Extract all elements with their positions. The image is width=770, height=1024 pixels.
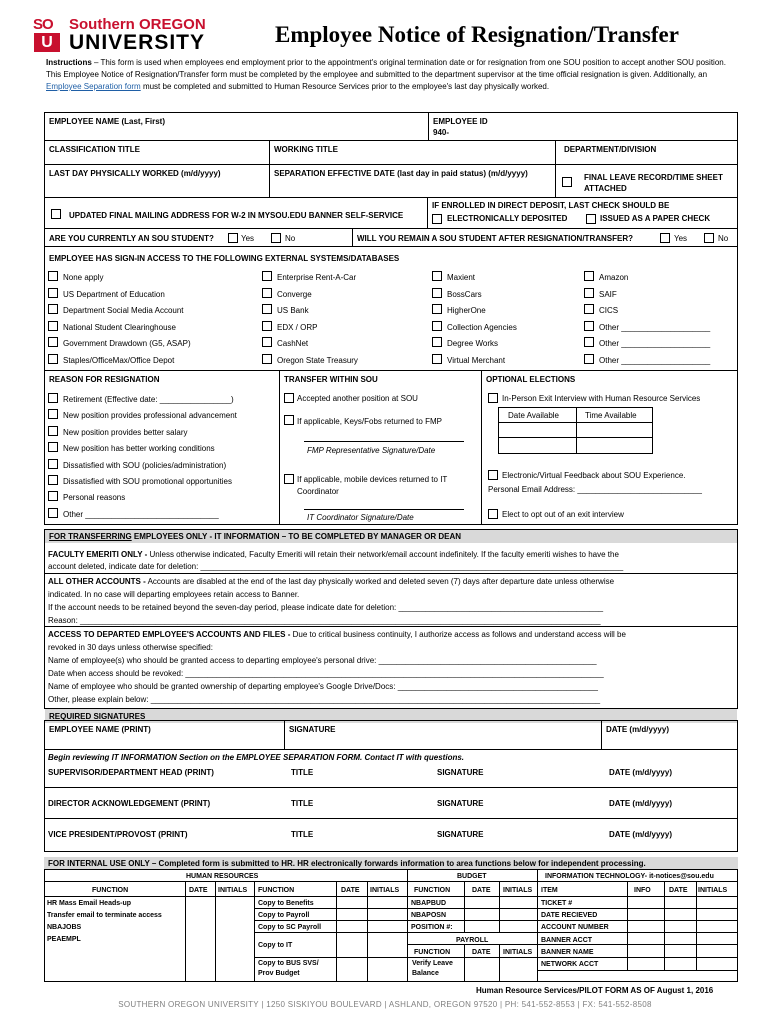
all-accounts-reason[interactable]: Reason: _____________________________________________________________________________________________________________________ (48, 616, 601, 625)
working-title-label: WORKING TITLE (274, 145, 338, 154)
access-other[interactable]: Other, please explain below: _____________________________________________________________________________________________________ (48, 695, 601, 704)
it-item-row: ACCOUNT NUMBER (541, 924, 609, 931)
vp-date-label: DATE (m/d/yyyy) (609, 830, 672, 839)
reason-label: Other ______________________________ (63, 510, 219, 519)
system-label: None apply (63, 273, 104, 282)
system-label: CICS (599, 306, 619, 315)
system-label: Staples/OfficeMax/Office Depot (63, 355, 175, 365)
system-label: Maxient (447, 273, 476, 282)
mailing-address-label: UPDATED FINAL MAILING ADDRESS FOR W-2 IN MYSOU.EDU BANNER SELF-SERVICE (69, 211, 404, 220)
keys-returned-label: If applicable, Keys/Fobs returned to FMP (297, 417, 442, 426)
supervisor-date-label: DATE (m/d/yyyy) (609, 768, 672, 777)
system-label: SAIF (599, 289, 617, 299)
system-label: CashNet (277, 339, 309, 348)
hr2-date-header: DATE (341, 887, 360, 894)
system-label: Collection Agencies (447, 322, 517, 332)
it-item-row: BANNER ACCT (541, 937, 593, 944)
system-label: HigherOne (447, 306, 486, 315)
system-label: Converge (277, 289, 312, 299)
hr-function-row: HR Mass Email Heads-up (47, 900, 132, 907)
all-accounts-text2: indicated. In no case will departing employees retain access to Banner. (48, 590, 300, 599)
final-leave-label: FINAL LEAVE RECORD/TIME SHEET ATTACHED (584, 173, 723, 193)
transfer-heading: TRANSFER WITHIN SOU (284, 375, 378, 384)
payroll-date-header: DATE (472, 949, 491, 956)
budget-function-row: NBAPOSN (411, 912, 447, 919)
direct-deposit-label: IF ENROLLED IN DIRECT DEPOSIT, LAST CHECK SHOULD BE (432, 201, 670, 210)
faculty-emeriti-label: FACULTY EMERITI ONLY - (48, 550, 148, 559)
optional-heading: OPTIONAL ELECTIONS (486, 375, 576, 384)
employee-signature-label: SIGNATURE (289, 725, 336, 734)
vp-title-label: TITLE (291, 830, 314, 839)
budget-function-row: POSITION #: (411, 924, 453, 931)
system-label: Department Social Media Account (63, 306, 184, 315)
time-available-header: Time Available (585, 411, 637, 420)
current-student-yes-label: Yes (241, 234, 255, 243)
paper-check-label: ISSUED AS A PAPER CHECK (600, 214, 711, 223)
system-label: Other ____________________ (599, 355, 711, 365)
director-print-label: DIRECTOR ACKNOWLEDGEMENT (PRINT) (48, 799, 211, 808)
reason-label: Personal reasons (63, 493, 126, 502)
instructions-label: Instructions (46, 58, 92, 67)
system-label: US Department of Education (63, 289, 165, 299)
employee-date-label: DATE (m/d/yyyy) (606, 725, 669, 734)
system-label: BossCars (447, 289, 482, 299)
budget-heading: BUDGET (457, 873, 487, 880)
access-revoke-date[interactable]: Date when access should be revoked: ______________________________________________________________________________________________ (48, 669, 604, 678)
it-signature-label: IT Coordinator Signature/Date (307, 513, 414, 522)
it-item-row: NETWORK ACCT (541, 961, 599, 968)
supervisor-signature-label: SIGNATURE (437, 768, 484, 777)
date-available-header: Date Available (508, 411, 559, 420)
hr-function-header: FUNCTION (92, 887, 129, 894)
hr2-function-row: Copy to BUS SVS/ Prov Budget (258, 960, 319, 977)
opt-out-label: Elect to opt out of an exit interview (502, 510, 624, 519)
logo-line2: UNIVERSITY (69, 31, 206, 54)
reason-label: New position has better working conditions (63, 444, 215, 453)
employee-separation-link[interactable]: Employee Separation form (46, 82, 141, 91)
hr2-function-row: Copy to IT (258, 942, 293, 949)
employee-id-prefix: 940- (433, 128, 450, 137)
payroll-heading: PAYROLL (456, 937, 489, 944)
payroll-function-header: FUNCTION (414, 949, 451, 956)
hr2-function-row: Copy to SC Payroll (258, 924, 322, 931)
hr2-function-row: Copy to Payroll (258, 912, 310, 919)
hr2-function-header: FUNCTION (258, 887, 295, 894)
classification-label: CLASSIFICATION TITLE (49, 145, 140, 154)
it-item-row: TICKET # (541, 900, 573, 907)
reason-label: Retirement (Effective date: ________________) (63, 395, 234, 404)
employee-print-name-label: EMPLOYEE NAME (PRINT) (49, 725, 151, 734)
hr-function-row: NBAJOBS (47, 924, 82, 931)
all-accounts-text: Accounts are disabled at the end of the last day physically worked and deleted seven (7) days after departure date unless otherwise (145, 577, 615, 586)
required-signatures-label: REQUIRED SIGNATURES (49, 712, 146, 721)
it-item-row: DATE RECIEVED (541, 912, 598, 919)
last-day-label: LAST DAY PHYSICALLY WORKED (m/d/yyyy) (49, 169, 221, 178)
director-title-label: TITLE (291, 799, 314, 808)
personal-email-field[interactable]: Personal Email Address: ____________________________ (488, 485, 702, 494)
supervisor-print-label: SUPERVISOR/DEPARTMENT HEAD (PRINT) (48, 768, 214, 777)
current-student-no-label: No (285, 234, 296, 243)
system-label: Other ____________________ (599, 339, 711, 348)
vp-print-label: VICE PRESIDENT/PROVOST (PRINT) (48, 830, 188, 839)
mobile-returned-label: If applicable, mobile devices returned to IT (297, 475, 448, 484)
all-accounts-retain-date[interactable]: If the account needs to be retained beyond the seven-day period, please indicate date for deletion: ______________________________________________ (48, 603, 604, 612)
hr2-initials-header: INITIALS (370, 887, 400, 894)
system-label: EDX / ORP (277, 322, 318, 332)
it-initials-header: INITIALS (698, 887, 728, 894)
faculty-emeriti-text: Unless otherwise indicated, Faculty Emeriti will retain their network/email account indefinitely. If the faculty emeriti wishes to have the (147, 550, 619, 559)
access-text2: revoked in 30 days unless otherwise specified: (48, 643, 213, 652)
system-label: Amazon (599, 273, 629, 282)
hr-heading: HUMAN RESOURCES (186, 873, 259, 880)
access-label: ACCESS TO DEPARTED EMPLOYEE'S ACCOUNTS AND FILES - (48, 630, 291, 639)
electronic-deposit-label: ELECTRONICALLY DEPOSITED (447, 214, 568, 223)
system-label: US Bank (277, 306, 309, 315)
it-info-header: INFO (634, 887, 651, 894)
logo-line1: Southern OREGON (69, 16, 206, 33)
system-label: Government Drawdown (G5, ASAP) (63, 339, 191, 348)
mobile-returned-label-2: Coordinator (297, 487, 339, 496)
begin-reviewing-note: Begin reviewing IT INFORMATION Section on the EMPLOYEE SEPARATION FORM. Contact IT with questions. (48, 753, 465, 762)
it-heading: INFORMATION TECHNOLOGY- it-notices@sou.edu (545, 873, 714, 880)
inperson-exit-label: In-Person Exit Interview with Human Resource Services (502, 394, 701, 403)
internal-use-label: FOR INTERNAL USE ONLY – Completed form is submitted to HR. HR electronically forwards information to area functions below for independent processing. (48, 859, 646, 868)
access-personal-drive[interactable]: Name of employee(s) who should be granted access to departing employee's personal drive: _________________________________________________ (48, 656, 597, 665)
it-heading-rest: EMPLOYEES ONLY - IT INFORMATION – TO BE COMPLETED BY MANAGER OR DEAN (131, 532, 462, 541)
access-google-drive[interactable]: Name of employee who should be granted ownership of departing employee's Google Drive/Docs: _____________________________________________ (48, 682, 598, 691)
remain-student-no-label: No (718, 234, 729, 243)
system-label: Virtual Merchant (447, 355, 506, 365)
it-date-header: DATE (669, 887, 688, 894)
verify-leave-balance: Verify Leave Balance (412, 960, 453, 977)
it-item-row: BANNER NAME (541, 949, 594, 956)
director-date-label: DATE (m/d/yyyy) (609, 799, 672, 808)
external-systems-heading: EMPLOYEE HAS SIGN-IN ACCESS TO THE FOLLOWING EXTERNAL SYSTEMS/DATABASES (49, 254, 400, 263)
it-heading-underlined: FOR TRANSFERRING (49, 532, 132, 541)
budget-initials-header: INITIALS (503, 887, 533, 894)
hr-initials-header: INITIALS (218, 887, 248, 894)
all-accounts-label: ALL OTHER ACCOUNTS - (48, 577, 146, 586)
separation-date-label: SEPARATION EFFECTIVE DATE (last day in paid status) (m/d/yyyy) (274, 169, 528, 178)
access-text: Due to critical business continuity, I authorize access as follows and understand access will be (290, 630, 626, 639)
department-label: DEPARTMENT/DIVISION (564, 145, 657, 154)
remain-student-yes-label: Yes (674, 234, 688, 243)
reason-label: Dissatisfied with SOU (policies/administration) (63, 461, 227, 470)
budget-function-header: FUNCTION (414, 887, 451, 894)
current-student-label: ARE YOU CURRENTLY AN SOU STUDENT? (49, 234, 214, 243)
system-label: Enterprise Rent-A-Car (277, 273, 357, 282)
form-version: Human Resource Services/PILOT FORM AS OF August 1, 2016 (476, 986, 714, 995)
accepted-position-label: Accepted another position at SOU (297, 394, 418, 403)
reason-heading: REASON FOR RESIGNATION (49, 375, 160, 384)
budget-date-header: DATE (472, 887, 491, 894)
electronic-feedback-label: Electronic/Virtual Feedback about SOU Experience. (502, 471, 686, 480)
faculty-emeriti-deletion-date[interactable]: account deleted, indicate date for deletion: _______________________________________________________________________________________________ (48, 562, 624, 571)
instructions-text2: must be completed and submitted to Human Resource Services prior to the employee's last day physically worked. (140, 82, 550, 91)
vp-signature-label: SIGNATURE (437, 830, 484, 839)
logo-mark-top: SO (33, 16, 53, 33)
budget-function-row: NBAPBUD (411, 900, 446, 907)
system-label: Oregon State Treasury (277, 355, 358, 365)
employee-name-label: EMPLOYEE NAME (Last, First) (49, 117, 166, 126)
page-footer: SOUTHERN OREGON UNIVERSITY | 1250 SISKIYOU BOULEVARD | ASHLAND, OREGON 97520 | PH: 541-552-8553 | FX: 541-552-8508 (118, 1000, 652, 1009)
system-label: Degree Works (447, 339, 498, 348)
reason-label: Dissatisfied with SOU promotional opportunities (63, 477, 232, 486)
logo-mark-bottom: U (34, 33, 60, 52)
hr-function-row: Transfer email to terminate access (47, 912, 162, 919)
form-title: Employee Notice of Resignation/Transfer (275, 22, 679, 47)
remain-student-label: WILL YOU REMAIN A SOU STUDENT AFTER RESIGNATION/TRANSFER? (357, 234, 633, 243)
director-signature-label: SIGNATURE (437, 799, 484, 808)
hr2-function-row: Copy to Benefits (258, 900, 314, 907)
payroll-initials-header: INITIALS (503, 949, 533, 956)
system-label: Other ____________________ (599, 322, 711, 332)
reason-label: New position provides better salary (63, 428, 188, 437)
instructions-text1: – This form is used when employees end employment prior to the appointment's original termination date or for resignation from one SOU position to accept another SOU position. This Employee Notice of Resignation/Transfer form must be completed by the employee and submitted to the department supervisor at the time official resignation is given. Additionally, an (46, 58, 726, 79)
supervisor-title-label: TITLE (291, 768, 314, 777)
reason-label: New position provides professional advancement (63, 411, 237, 420)
hr-function-row: PEAEMPL (47, 936, 81, 943)
system-label: National Student Clearinghouse (63, 322, 176, 332)
it-item-header: ITEM (541, 887, 558, 894)
hr-date-header: DATE (189, 887, 208, 894)
employee-id-label: EMPLOYEE ID (433, 117, 488, 126)
fmp-signature-label: FMP Representative Signature/Date (307, 446, 436, 455)
